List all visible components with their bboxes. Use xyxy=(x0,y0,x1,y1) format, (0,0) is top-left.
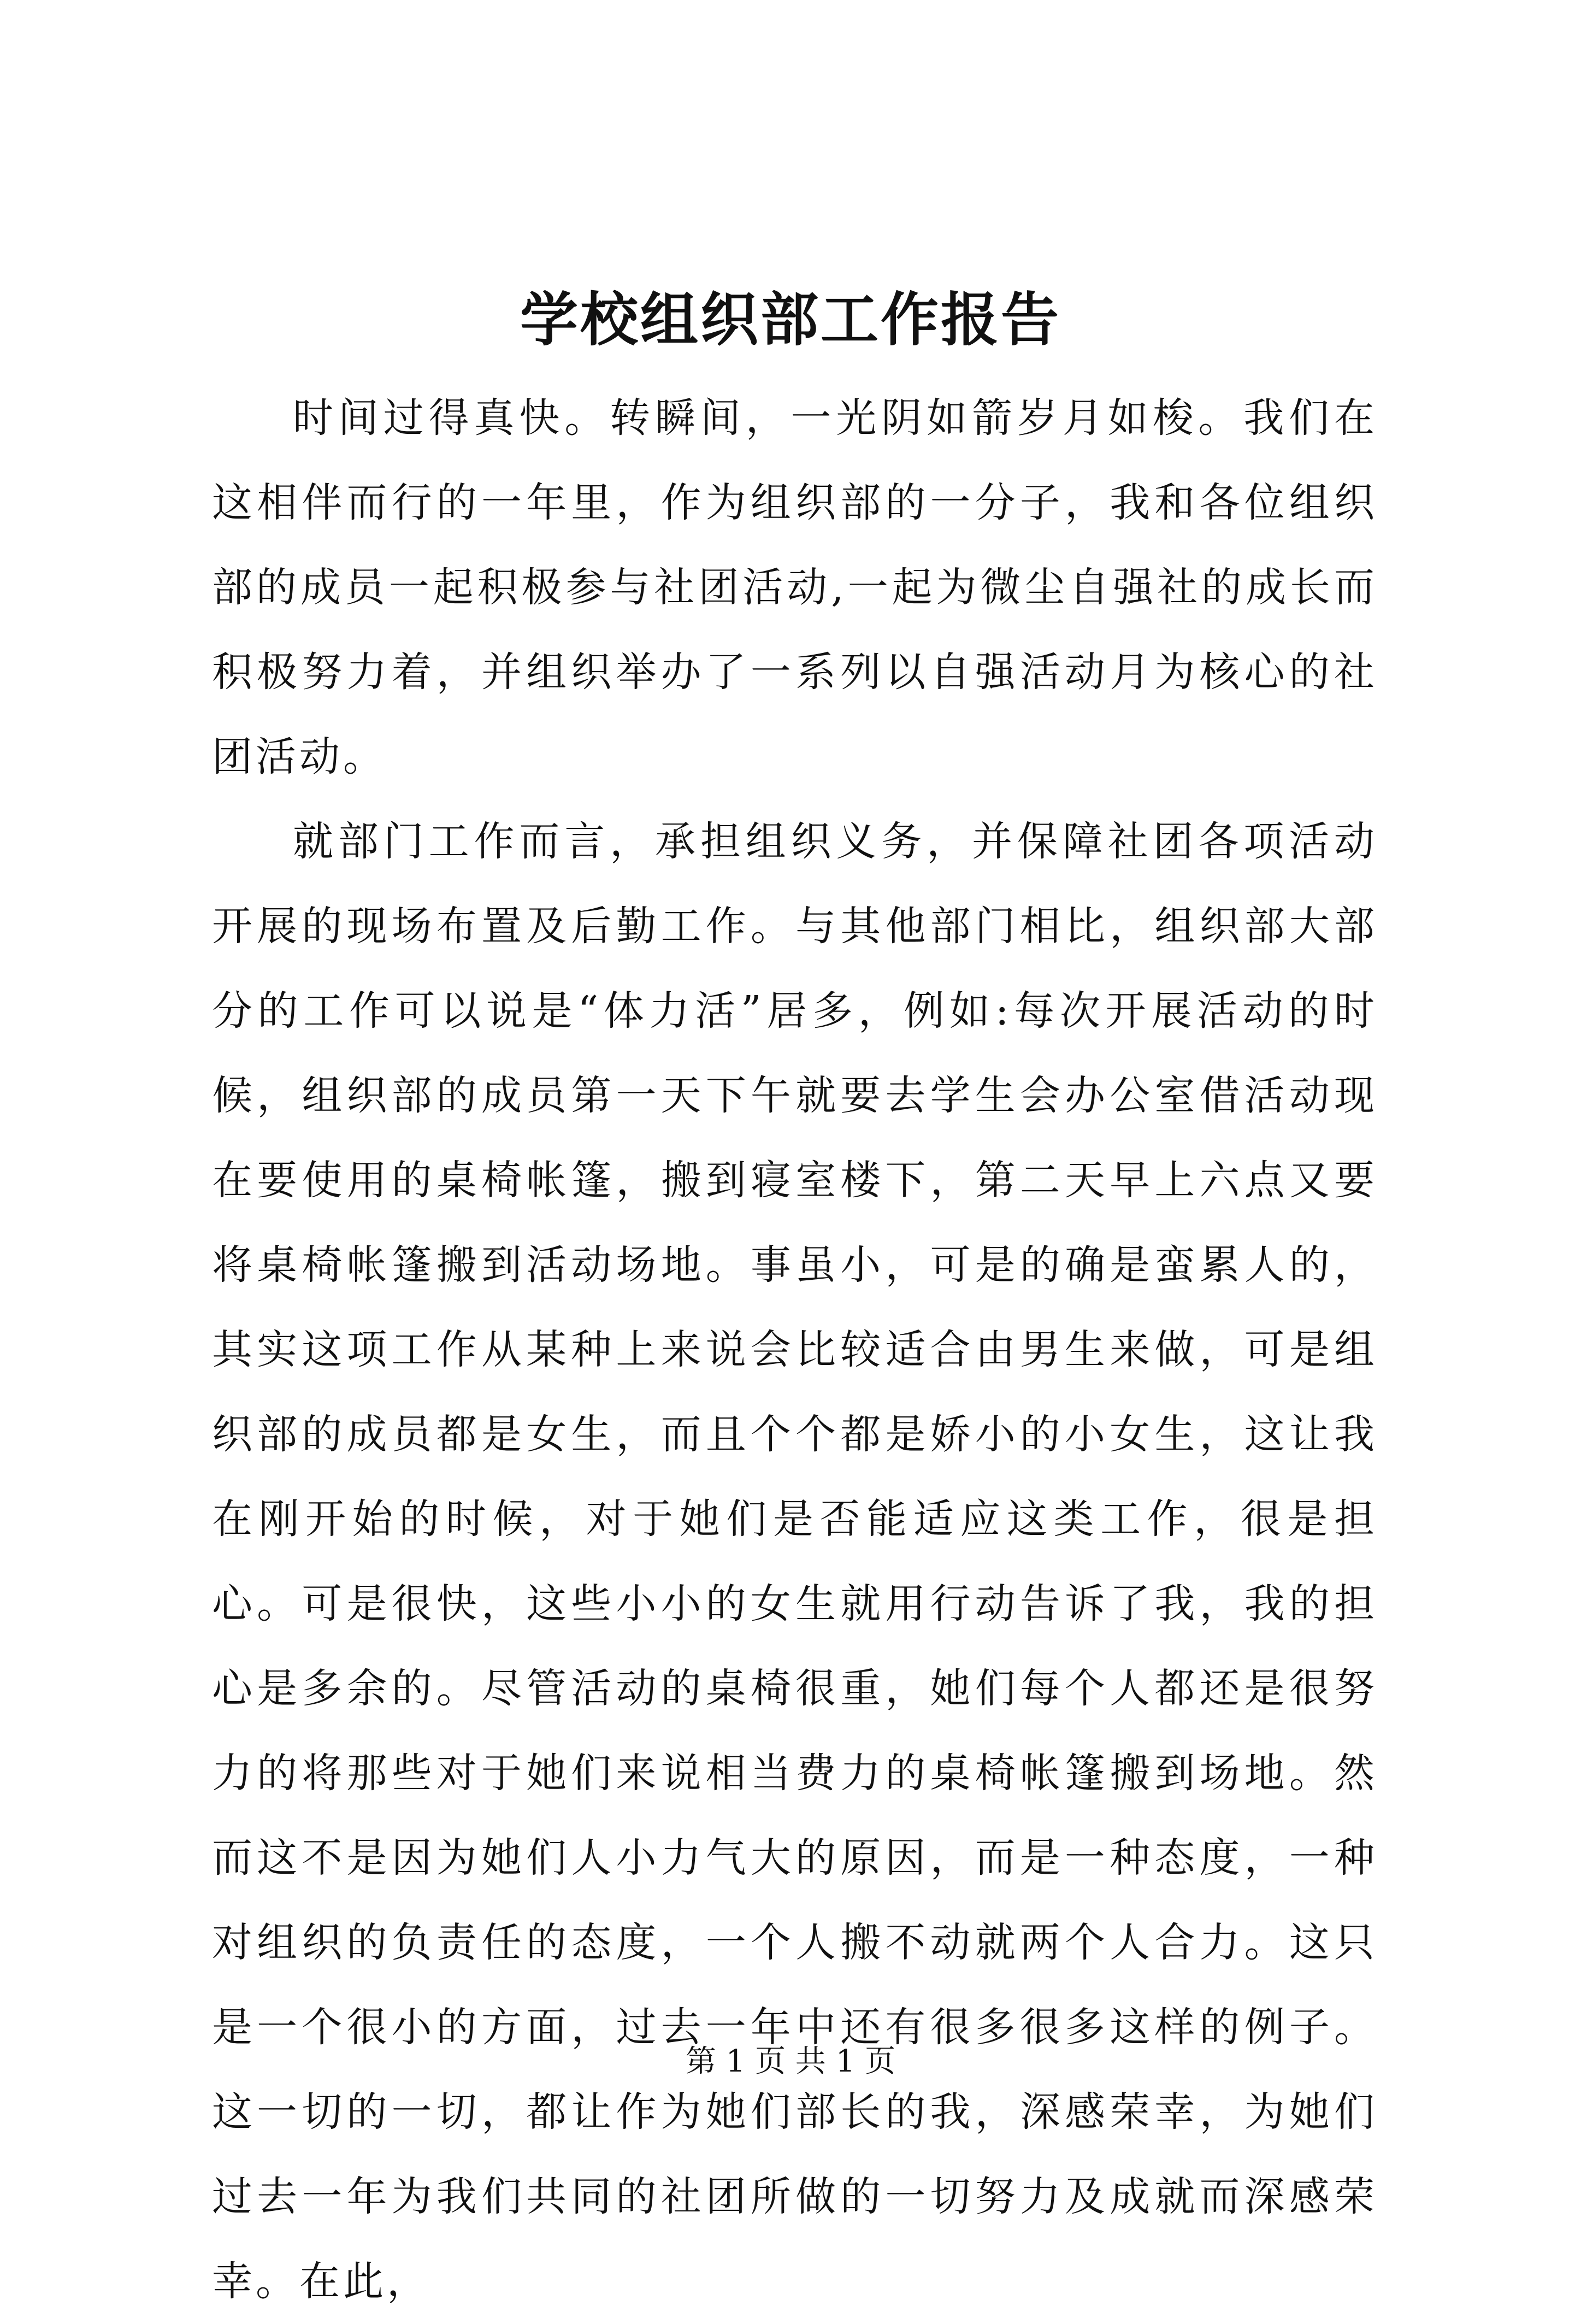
document-body xyxy=(212,376,1378,2324)
paragraph-2: 就部门工作而言，承担组织义务，并保障社团各项活动开展的现场布置及后勤工作。与其他部门相比，组织部大部分的工作可以说是“体力活”居多，例如:每次开展活动的时候，组织部的成员第一天下午就要去学生会办公室借活动现在要使用的桌椅帐篷，搬到寝室楼下，第二天早上六点又要将桌椅帐篷搬到活动场地。事虽小，可是的确是蛮累人的，其实这项工作从某种上来说会比较适合由男生来做，可是组织部的成员都是女生，而且个个都是娇小的小女生，这让我在刚开始的时候，对于她们是否能适应这类工作，很是担心。可是很快，这些小小的女生就用行动告诉了我，我的担心是多余的。尽管活动的桌椅很重，她们每个人都还是很努力的将那些对于她们来说相当费力的桌椅帐篷搬到场地。然而这不是因为她们人小力气大的原因，而是一种态度，一种对组织的负责任的态度，一个人搬不动就两个人合力。这只是一个很小的方面，过去一年中还有很多很多这样的例子。这一切的一切，都让作为她们部长的我，深感荣幸，为她们过去一年为我们共同的社团所做的一切努力及成就而深感荣幸。在此， xyxy=(212,818,1378,2305)
page-footer: 第 1 页 共 1 页 xyxy=(685,2044,896,2079)
document-title: 学校组织部工作报告 xyxy=(520,285,1061,354)
paragraph-1: 时间过得真快。转瞬间，一光阴如箭岁月如梭。我们在这相伴而行的一年里，作为组织部的一分子，我和各位组织部的成员一起积极参与社团活动,一起为微尘自强社的成长而积极努力着，并组织举办了一系列以自强活动月为核心的社团活动。 xyxy=(212,395,1378,780)
